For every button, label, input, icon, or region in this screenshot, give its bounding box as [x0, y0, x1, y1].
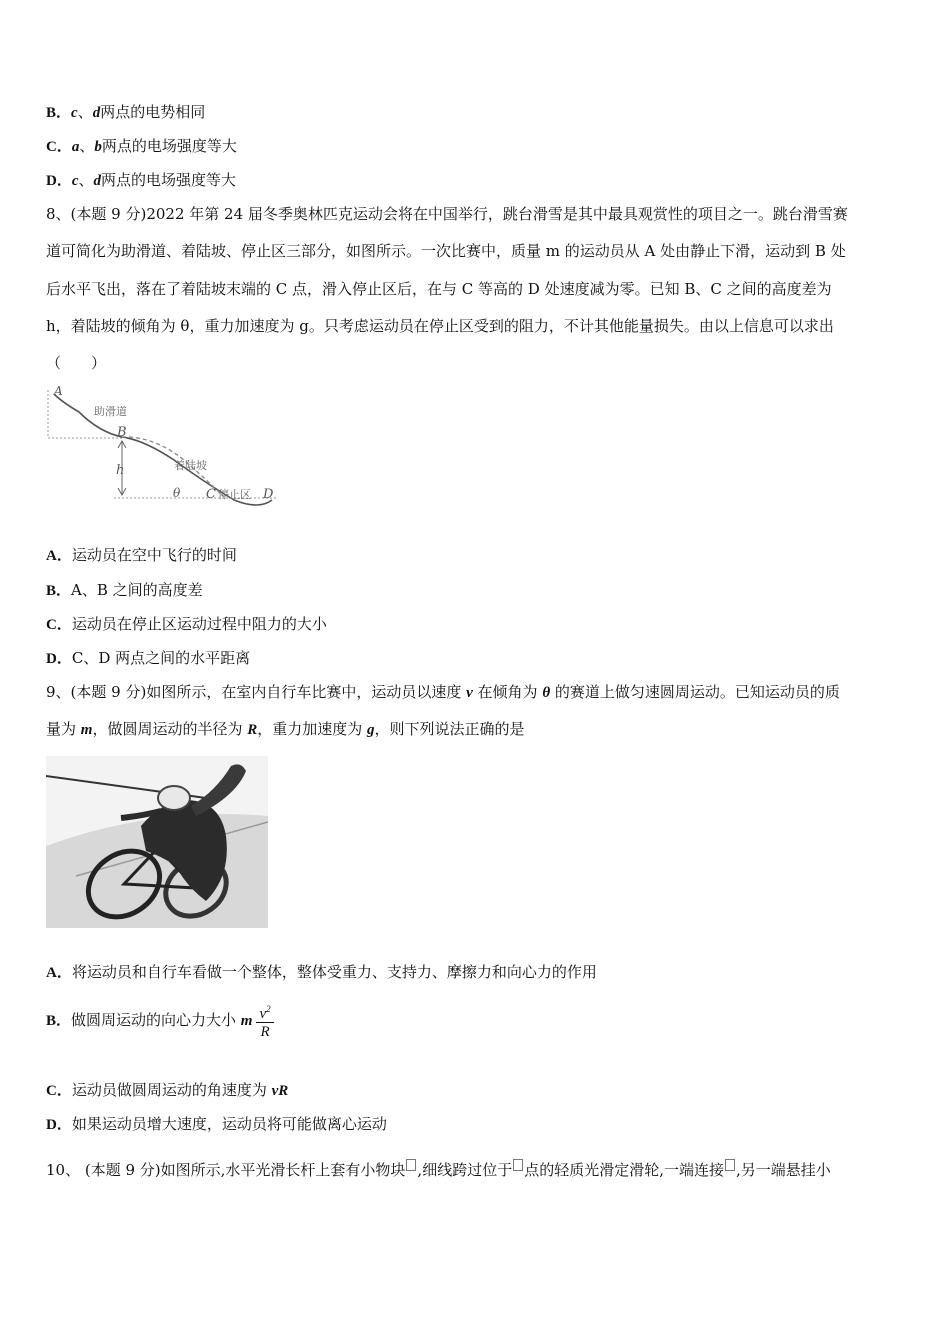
- label-a: A: [54, 384, 63, 398]
- cyclist-photo: [46, 756, 268, 928]
- missing-glyph-box: [725, 1159, 735, 1171]
- rider-helmet: [158, 786, 190, 810]
- missing-glyph-box: [513, 1159, 523, 1171]
- q8-stem-line-3: 后水平飞出，落在了着陆坡末端的 C 点，滑入停止区后，在与 C 等高的 D 处速度减为零。已知 B、C 之间的高度差为: [46, 280, 832, 298]
- q8-stem-line-4: h，着陆坡的倾角为 θ，重力加速度为 g。只考虑运动员在停止区受到的阻力，不计其他能量损失。由以上信息可以求出: [46, 317, 834, 335]
- q7-option-d: D．c、d两点的电场强度等大: [46, 171, 237, 189]
- q7-option-b: B．c、d两点的电势相同: [46, 103, 206, 121]
- label-h: h: [116, 463, 125, 478]
- q7-option-c: C．a、b两点的电场强度等大: [46, 137, 237, 155]
- q9-stem-line-2: 量为 m，做圆周运动的半径为 R，重力加速度为 g，则下列说法正确的是: [46, 720, 525, 738]
- q8-stem-line-1: 8、(本题 9 分)2022 年第 24 届冬季奥林匹克运动会将在中国举行，跳台滑雪是其中最具观赏性的项目之一。跳台滑雪赛: [46, 205, 848, 223]
- q9-option-c: C．运动员做圆周运动的角速度为 vR: [46, 1081, 289, 1099]
- q8-option-d: D．C、D 两点之间的水平距离: [46, 649, 251, 667]
- missing-glyph-box: [406, 1159, 416, 1171]
- q9-option-a: A．将运动员和自行车看做一个整体，整体受重力、支持力、摩擦力和向心力的作用: [46, 963, 597, 981]
- ski-jump-diagram: [44, 382, 284, 512]
- q8-option-a: A．运动员在空中飞行的时间: [46, 546, 237, 564]
- label-landing-slope: 着陆坡: [174, 459, 207, 472]
- q8-option-b: B．A、B 之间的高度差: [46, 581, 203, 599]
- label-c: C: [206, 487, 216, 502]
- q10-stem-line-1: 10、 (本题 9 分)如图所示,水平光滑长杆上套有小物块 ,细线跨过位于 点的轻质光滑定滑轮,一端连接 ,另一端悬挂小: [46, 1161, 831, 1179]
- q8-option-c: C．运动员在停止区运动过程中阻力的大小: [46, 615, 327, 633]
- label-stop-zone: 停止区: [218, 488, 251, 501]
- q9-option-d: D．如果运动员增大速度，运动员将可能做离心运动: [46, 1115, 387, 1133]
- label-run-track: 助滑道: [94, 405, 127, 418]
- label-d: D: [263, 487, 274, 502]
- q8-answer-paren: （ ）: [46, 354, 107, 372]
- q9-option-b: B．做圆周运动的向心力大小 m $\frac{v^2}{R}$: [46, 1000, 274, 1041]
- label-b: B: [117, 425, 127, 440]
- q9-stem-line-1: 9、(本题 9 分)如图所示，在室内自行车比赛中，运动员以速度 v 在倾角为 θ 的赛道上做匀速圆周运动。已知运动员的质: [46, 683, 840, 701]
- label-theta: θ: [173, 486, 181, 500]
- centripetal-fraction: $\frac{v^2}{R}$: [256, 1001, 273, 1041]
- q8-stem-line-2: 道可简化为助滑道、着陆坡、停止区三部分，如图所示。一次比赛中，质量 m 的运动员从 A 处由静止下滑，运动到 B 处: [46, 242, 846, 260]
